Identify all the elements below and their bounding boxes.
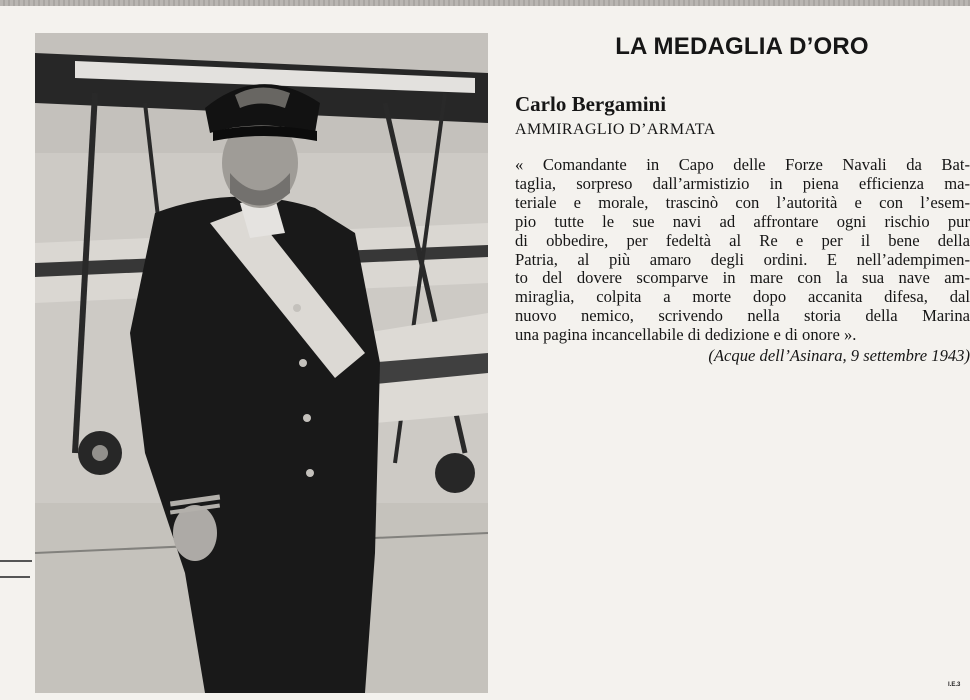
citation-place-date: (Acque dell’Asinara, 9 settembre 1943) bbox=[708, 346, 970, 365]
citation-line: taglia, sorpreso dall’armistizio in piena efficienza ma- bbox=[515, 173, 970, 193]
citation-line: miraglia, colpita a morte dopo accanita difesa, dal bbox=[515, 287, 970, 307]
page-heading: LA MEDAGLIA D’ORO bbox=[615, 33, 869, 60]
margin-rule bbox=[0, 576, 30, 578]
margin-rule bbox=[0, 560, 32, 562]
citation-line: pio tutte le sue navi ad affrontare ogni rischio pur bbox=[515, 211, 970, 231]
portrait-photo bbox=[35, 33, 488, 693]
citation-line: nuovo nemico, scrivendo nella storia della Marina bbox=[515, 306, 970, 326]
citation-line: teriale e morale, trascinò con l’autorità e con l’esem- bbox=[515, 192, 970, 212]
person-rank: AMMIRAGLIO D’ARMATA bbox=[515, 121, 716, 138]
citation-text bbox=[515, 156, 970, 345]
person-name: Carlo Bergamini bbox=[515, 92, 667, 116]
page-reference: I.E.3 bbox=[948, 682, 961, 688]
citation-line: una pagina incancellabile di dedizione e di onore ». bbox=[515, 325, 857, 345]
citation-line: Patria, al più amaro degli ordini. E nell’adempimen- bbox=[515, 249, 970, 269]
citation-line: « Comandante in Capo delle Forze Navali da Bat- bbox=[515, 155, 970, 174]
citation-line: to del dovere scomparve in mare con la sua nave am- bbox=[515, 268, 970, 288]
page-top-band bbox=[0, 0, 970, 6]
citation-line: di obbedire, per fedeltà al Re e per il bene della bbox=[515, 230, 970, 250]
